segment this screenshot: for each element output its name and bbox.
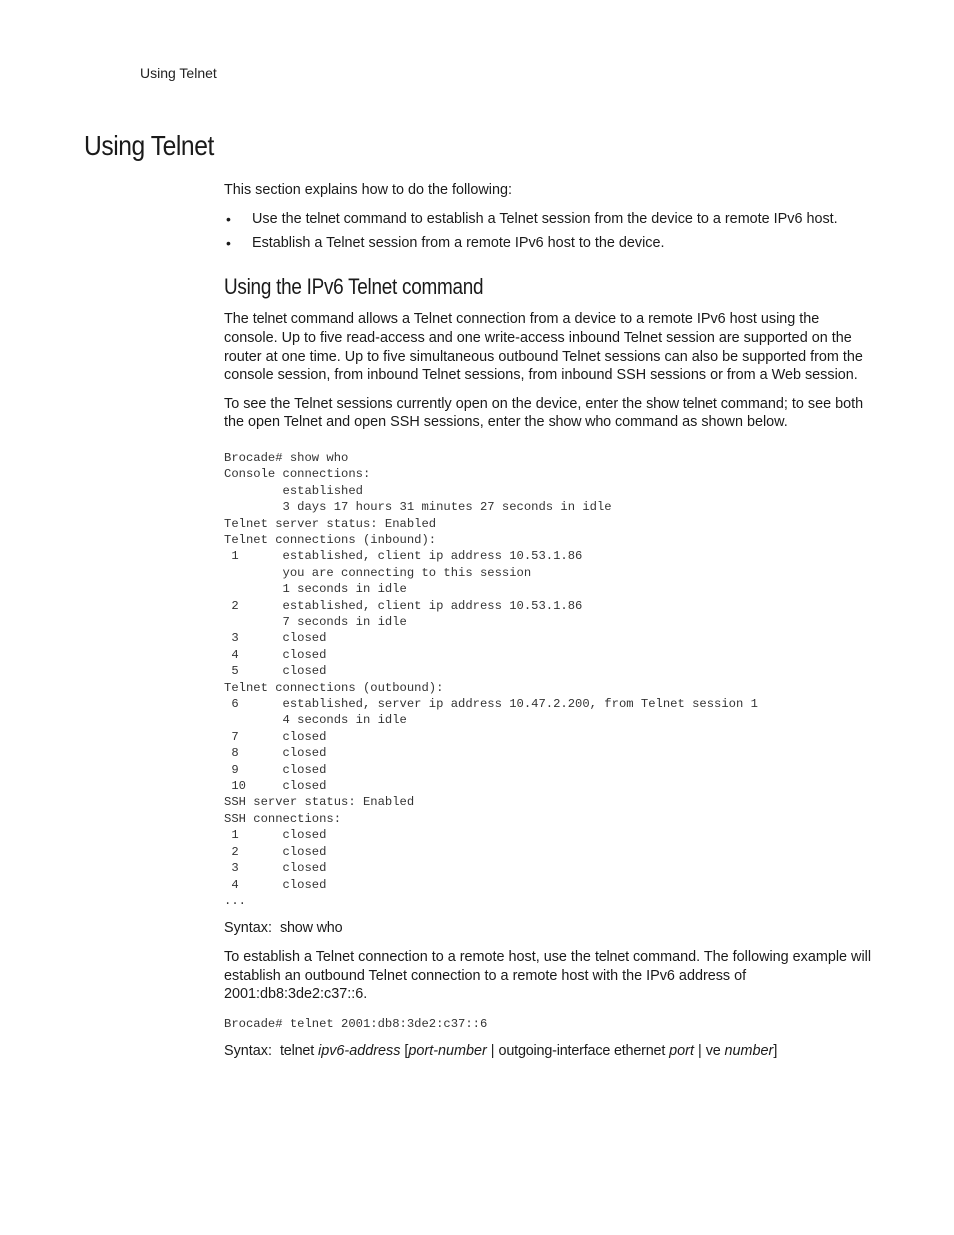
- code-block-show-who: Brocade# show who Console connections: established 3 days 17 hours 31 minutes 27 seconds in idle Telnet server status: Enabled Telnet connections (inbound): 1 established, client ip address 10.53.1.86 you are connecting to this session 1 seconds in idle 2 established, client ip address 10.53.1.86 7 seconds in idle 3 closed 4 closed 5 closed Telnet connections (outbound): 6 established, server ip address 10.47.2.200, from Telnet session 1 4 seconds in idle 7 closed 8 closed 9 closed 10 closed SSH server status: Enabled SSH connections: 1 closed 2 closed 3 closed 4 closed ...: [224, 450, 758, 908]
- command-keyword: telnet: [252, 311, 287, 328]
- bullet-list: [224, 210, 874, 253]
- code-example-telnet: Brocade# telnet 2001:db8:3de2:c37::6: [224, 1016, 488, 1031]
- syntax-line: Syntax: telnet ipv6-address [port-number | outgoing-interface ethernet port | ve number]: [224, 1043, 778, 1060]
- command-keyword: telnet: [305, 210, 340, 227]
- command-keyword: show who: [548, 414, 611, 431]
- syntax-line: Syntax: show who: [224, 920, 343, 937]
- paragraph: The telnet command allows a Telnet connection from a device to a remote IPv6 host using the console. Up to five read-access and one write-access inbound Telnet session are supported on the router at one time. Up to five simultaneous outbound Telnet sessions can also be supported from the console session, from inbound Telnet sessions, from inbound SSH sessions or from a Web session.: [224, 311, 863, 384]
- bullet-icon: •: [226, 210, 231, 227]
- intro-text: This section explains how to do the following:: [224, 182, 512, 198]
- section-heading: Using the IPv6 Telnet command: [224, 273, 484, 299]
- command-keyword: telnet: [594, 948, 629, 965]
- list-item: • Use the telnet command to establish a Telnet session from the device to a remote IPv6 host.: [226, 210, 838, 227]
- body-column: [224, 181, 874, 1071]
- list-item: • Establish a Telnet session from a remote IPv6 host to the device.: [226, 235, 665, 252]
- paragraph: To see the Telnet sessions currently open on the device, enter the show telnet command; to see both the open Telnet and open SSH sessions, enter the show who command as shown below.: [224, 395, 864, 431]
- paragraph: To establish a Telnet connection to a remote host, use the telnet command. The following example will establish an outbound Telnet connection to a remote host with the IPv6 address of 2001:db8:3de2:c37::6.: [224, 948, 872, 1003]
- command-keyword: show telnet: [646, 395, 717, 412]
- bullet-icon: •: [226, 235, 231, 252]
- page-title: Using Telnet: [84, 130, 214, 161]
- running-header: Using Telnet: [140, 65, 217, 81]
